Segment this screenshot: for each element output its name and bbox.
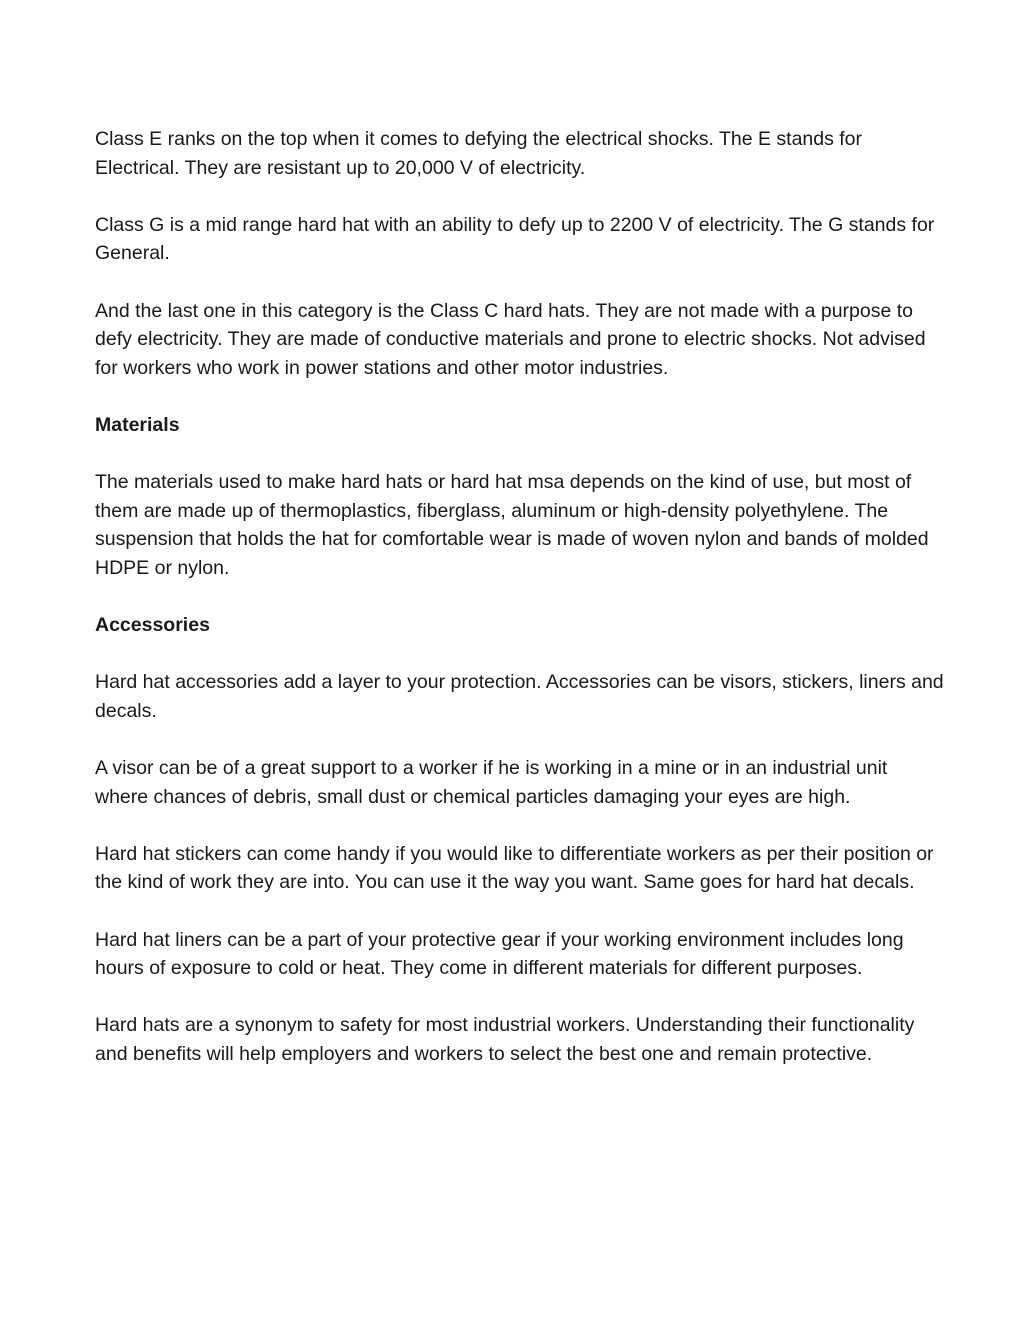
document-body [95,125,945,1097]
paragraph-class-g: Class G is a mid range hard hat with an ability to defy up to 2200 V of electricity. The G stands for General. [95,213,935,265]
paragraph-materials: The materials used to make hard hats or hard hat msa depends on the kind of use, but most of them are made up of thermoplastics, fiberglass, aluminum or high-density polyethylene. The suspension that holds the hat for comfortable wear is made of woven nylon and bands of molded HDPE or nylon. [95,471,929,579]
paragraph-visor: A visor can be of a great support to a worker if he is working in a mine or in an industrial unit where chances of debris, small dust or chemical particles damaging your eyes are high. [95,757,888,808]
heading-accessories: Accessories [95,614,210,637]
paragraph-conclusion: Hard hats are a synonym to safety for most industrial workers. Understanding their functionality and benefits will help employers and workers to select the best one and remain protective. [95,1014,915,1065]
paragraph-class-c: And the last one in this category is the Class C hard hats. They are not made with a purpose to defy electricity. They are made of conductive materials and prone to electric shocks. Not advised for workers who work in power stations and other motor industries. [95,299,926,379]
paragraph-liners: Hard hat liners can be a part of your protective gear if your working environment includes long hours of exposure to cold or heat. They come in different materials for different purposes. [95,928,904,980]
paragraph-class-e: Class E ranks on the top when it comes to defying the electrical shocks. The E stands for Electrical. They are resistant up to 20,000 V of electricity. [95,128,863,179]
heading-materials: Materials [95,413,180,436]
paragraph-stickers: Hard hat stickers can come handy if you would like to differentiate workers as per their position or the kind of work they are into. You can use it the way you want. Same goes for hard hat decals. [95,842,934,894]
paragraph-accessories-intro: Hard hat accessories add a layer to your protection. Accessories can be visors, stickers, liners and decals. [95,671,944,722]
